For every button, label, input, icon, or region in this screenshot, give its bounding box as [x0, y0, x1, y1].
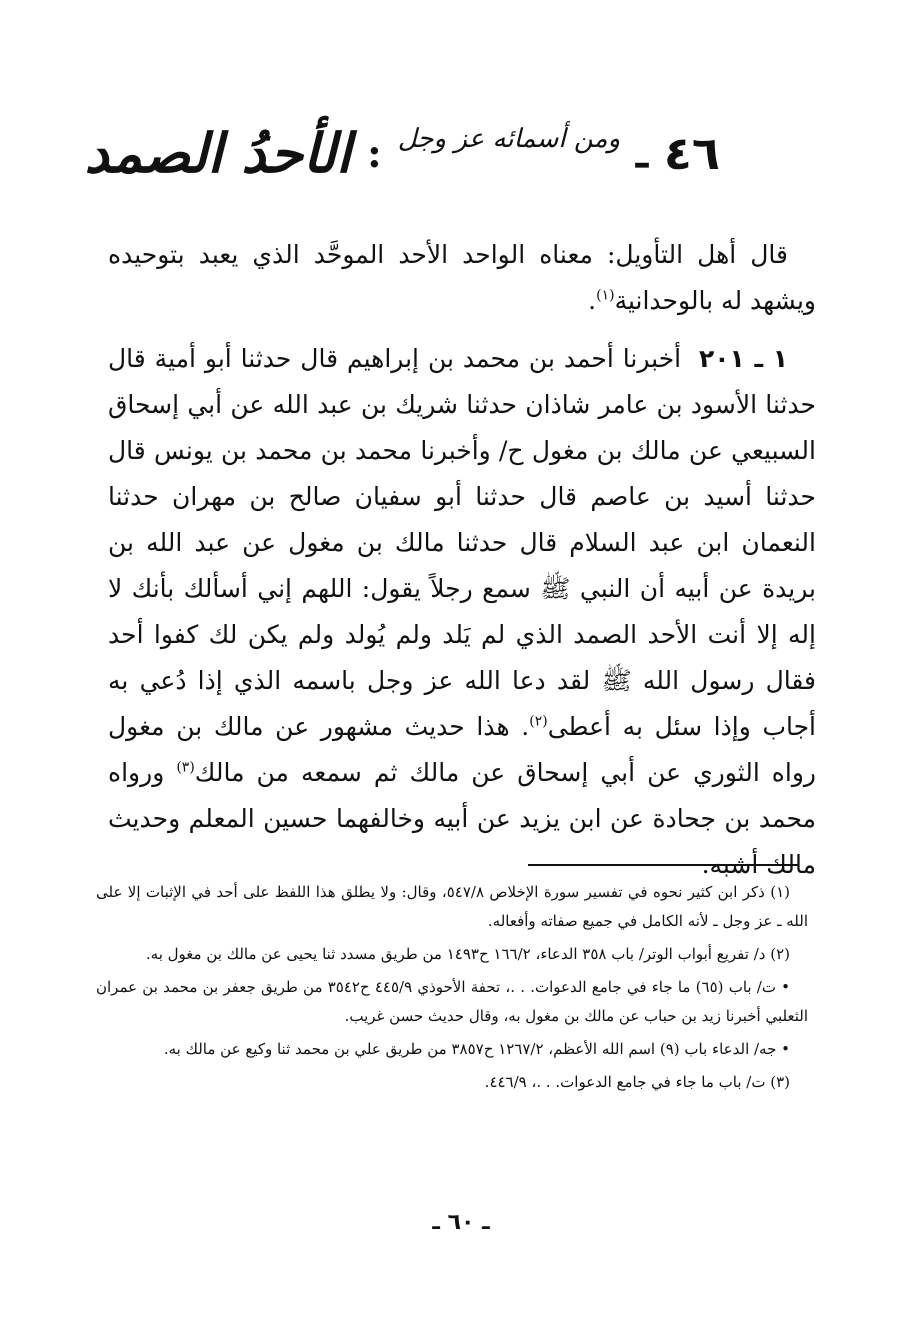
hadith-commentary: . هذا حديث مشهور عن مالك بن مغول رواه الثوري عن أبي إسحاق عن مالك ثم سمعه من مالك [108, 712, 816, 787]
chapter-number: ٤٦ [663, 126, 720, 180]
intro-end: . [588, 286, 597, 315]
hadith-paragraph [108, 336, 816, 888]
footnotes [96, 878, 808, 1101]
chapter-colon: : [366, 129, 382, 177]
main-text [108, 232, 816, 888]
chapter-title: الأحدُ الصمد [84, 121, 351, 185]
chapter-prefix: ومن أسمائه عز وجل [397, 124, 621, 154]
footnote-ref-1: (١) [596, 287, 615, 304]
footnote-ref-3: (٣) [176, 759, 195, 776]
footnote-ref-2: (٢) [529, 713, 548, 730]
footnote-2-ibn-majah: • جه/ الدعاء باب (٩) اسم الله الأعظم، ١٢٦٧/٢ ح٣٨٥٧ من طريق علي بن محمد ثنا وكيع عن مالك به. [163, 1040, 790, 1058]
footnote-2-tirmidhi: • ت/ باب (٦٥) ما جاء في جامع الدعوات. . .، تحفة الأحوذي ٤٤٥/٩ ح٣٥٤٢ من طريق جعفر بن محمد بن عمران الثعلبي أخبرنا زيد بن حباب عن مالك بن مغول به، وقال حديث حسن غريب. [96, 978, 808, 1025]
footnote-1: (١) ذكر ابن كثير نحوه في تفسير سورة الإخلاص ٥٤٧/٨، وقال: ولا يطلق هذا اللفظ على أحد في الإثبات إلا على الله ـ عز وجل ـ لأنه الكامل في جميع صفاته وأفعاله. [96, 883, 808, 930]
hadith-text: أخبرنا أحمد بن محمد بن إبراهيم قال حدثنا أبو أمية قال حدثنا الأسود بن عامر شاذان حدثنا شريك بن عبد الله عن أبي إسحاق السبيعي عن مالك بن مغول ح/ وأخبرنا محمد بن محمد بن يونس قال حدثنا أسيد بن عاصم قال حدثنا أبو سفيان صالح بن مهران حدثنا النعمان ابن عبد السلام قال حدثنا مالك بن مغول عن عبد الله بن بريدة عن أبيه أن النبي ﷺ سمع رجلاً يقول: اللهم إني أسألك بأنك لا إله إلا أنت الأحد الصمد الذي لم يَلد ولم يُولد ولم يكن لك كفوا أحد فقال رسول الله ﷺ لقد دعا الله عز وجل باسمه الذي إذا دُعي به أجاب وإذا سئل به أعطى [108, 344, 816, 741]
chapter-heading [84, 108, 720, 198]
footnote-separator [528, 864, 798, 866]
intro-paragraph [108, 232, 816, 324]
chapter-dash: ـ [636, 129, 648, 177]
footnote-3: (٣) ت/ باب ما جاء في جامع الدعوات. . .، ٤٤٦/٩. [484, 1073, 790, 1091]
page-number: ـ ٦٠ ـ [432, 1210, 490, 1235]
hadith-commentary-end: ورواه محمد بن جحادة عن ابن يزيد عن أبيه وخالفهما حسين المعلم وحديث مالك أشبه. [108, 758, 816, 879]
hadith-number: ١ ـ ٢٠١ [698, 344, 788, 373]
footnote-2: (٢) د/ تفريع أبواب الوتر/ باب ٣٥٨ الدعاء، ١٦٦/٢ ح١٤٩٣ من طريق مسدد ثنا يحيى عن مالك بن مغول به. [145, 945, 790, 963]
intro-text: قال أهل التأويل: معناه الواحد الأحد الموحَّد الذي يعبد بتوحيده ويشهد له بالوحدانية [108, 240, 816, 315]
